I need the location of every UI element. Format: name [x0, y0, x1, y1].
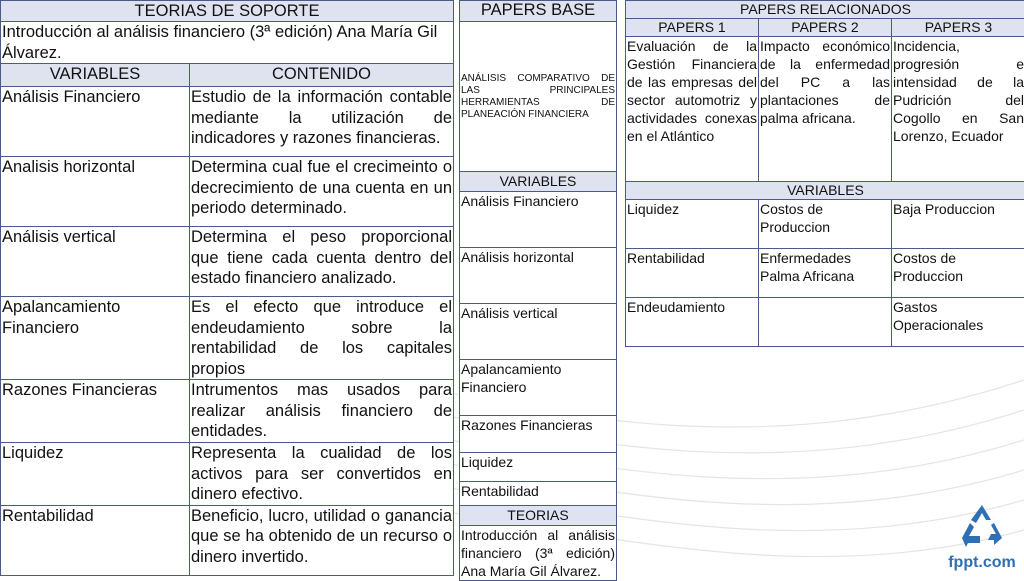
papers-base-table — [459, 0, 617, 581]
teorias-soporte-table — [0, 0, 454, 576]
base-variable: Análisis vertical — [460, 304, 617, 360]
teorias-header: TEORIAS DE SOPORTE — [1, 1, 454, 22]
fppt-logo — [946, 503, 1018, 572]
col-contenido: CONTENIDO — [190, 64, 454, 87]
base-variable: Razones Financieras — [460, 416, 617, 453]
papers-rel-col: PAPERS 1 — [626, 19, 759, 37]
rel-variable — [759, 298, 892, 347]
paper-title: Evaluación de la Gestión Financiera de las empresas del sector automotriz y actividades conexas en el Atlántico — [626, 37, 759, 182]
rel-variable: Gastos Operacionales — [892, 298, 1024, 347]
teoria-var: Razones Financieras — [1, 380, 190, 443]
teoria-var: Liquidez — [1, 443, 190, 506]
papers-rel-header: PAPERS RELACIONADOS — [626, 1, 1024, 19]
col-variables: VARIABLES — [1, 64, 190, 87]
teoria-cont: Beneficio, lucro, utilidad o ganancia que se ha obtenido de un recurso o dinero invertido. — [190, 505, 454, 575]
base-variable: Liquidez — [460, 453, 617, 482]
papers-base-header: PAPERS BASE — [460, 1, 617, 22]
teoria-var: Análisis Financiero — [1, 87, 190, 157]
rel-variable: Liquidez — [626, 200, 759, 249]
papers-base-teorias-header: TEORIAS — [460, 506, 617, 526]
rel-variable: Baja Produccion — [892, 200, 1024, 249]
papers-base-variables-header: VARIABLES — [460, 172, 617, 192]
base-variable: Rentabilidad — [460, 482, 617, 506]
rel-variable: Enfermedades Palma Africana — [759, 249, 892, 298]
teoria-var: Apalancamiento Financiero — [1, 297, 190, 380]
base-variable: Apalancamiento Financiero — [460, 360, 617, 416]
papers-base-teorias-text: Introducción al análisis financiero (3ª edición) Ana María Gil Álvarez. — [460, 526, 617, 581]
rel-variable: Costos de Produccion — [892, 249, 1024, 298]
teorias-book: Introducción al análisis financiero (3ª edición) Ana María Gil Álvarez. — [1, 22, 454, 64]
teoria-cont: Representa la cualidad de los activos para ser convertidos en dinero efectivo. — [190, 443, 454, 506]
papers-rel-col: PAPERS 3 — [892, 19, 1024, 37]
paper-title: Impacto económico de la enfermedad del PC a las plantaciones de palma africana. — [759, 37, 892, 182]
teoria-cont: Determina cual fue el crecimeinto o decrecimiento de una cuenta en un periodo determinado. — [190, 157, 454, 227]
paper-title: Incidencia, progresión e intensidad de la Pudrición del Cogollo en San Lorenzo, Ecuador — [892, 37, 1024, 182]
papers-rel-variables-header: VARIABLES — [626, 182, 1024, 200]
papers-base-title — [460, 22, 617, 172]
teoria-var: Analisis horizontal — [1, 157, 190, 227]
base-variable: Análisis horizontal — [460, 248, 617, 304]
recycle-icon — [958, 503, 1006, 549]
teoria-cont: Determina el peso proporcional que tiene cada cuenta dentro del estado financiero analizado. — [190, 227, 454, 297]
papers-base-title-text: ANÁLISIS COMPARATIVO DE LAS PRINCIPALES HERRAMIENTAS DE PLANEACIÓN FINANCIERA — [461, 73, 615, 120]
teoria-var: Análisis vertical — [1, 227, 190, 297]
logo-text: fppt.com — [946, 554, 1018, 572]
papers-relacionados-table — [625, 0, 1024, 347]
rel-variable: Rentabilidad — [626, 249, 759, 298]
teoria-cont: Es el efecto que introduce el endeudamiento sobre la rentabilidad de los capitales propios — [190, 297, 454, 380]
base-variable: Análisis Financiero — [460, 192, 617, 248]
papers-rel-col: PAPERS 2 — [759, 19, 892, 37]
teoria-var: Rentabilidad — [1, 505, 190, 575]
teoria-cont: Estudio de la información contable mediante la utilización de indicadores y razones financieras. — [190, 87, 454, 157]
rel-variable: Endeudamiento — [626, 298, 759, 347]
rel-variable: Costos de Produccion — [759, 200, 892, 249]
teoria-cont: Intrumentos mas usados para realizar análisis financiero de entidades. — [190, 380, 454, 443]
